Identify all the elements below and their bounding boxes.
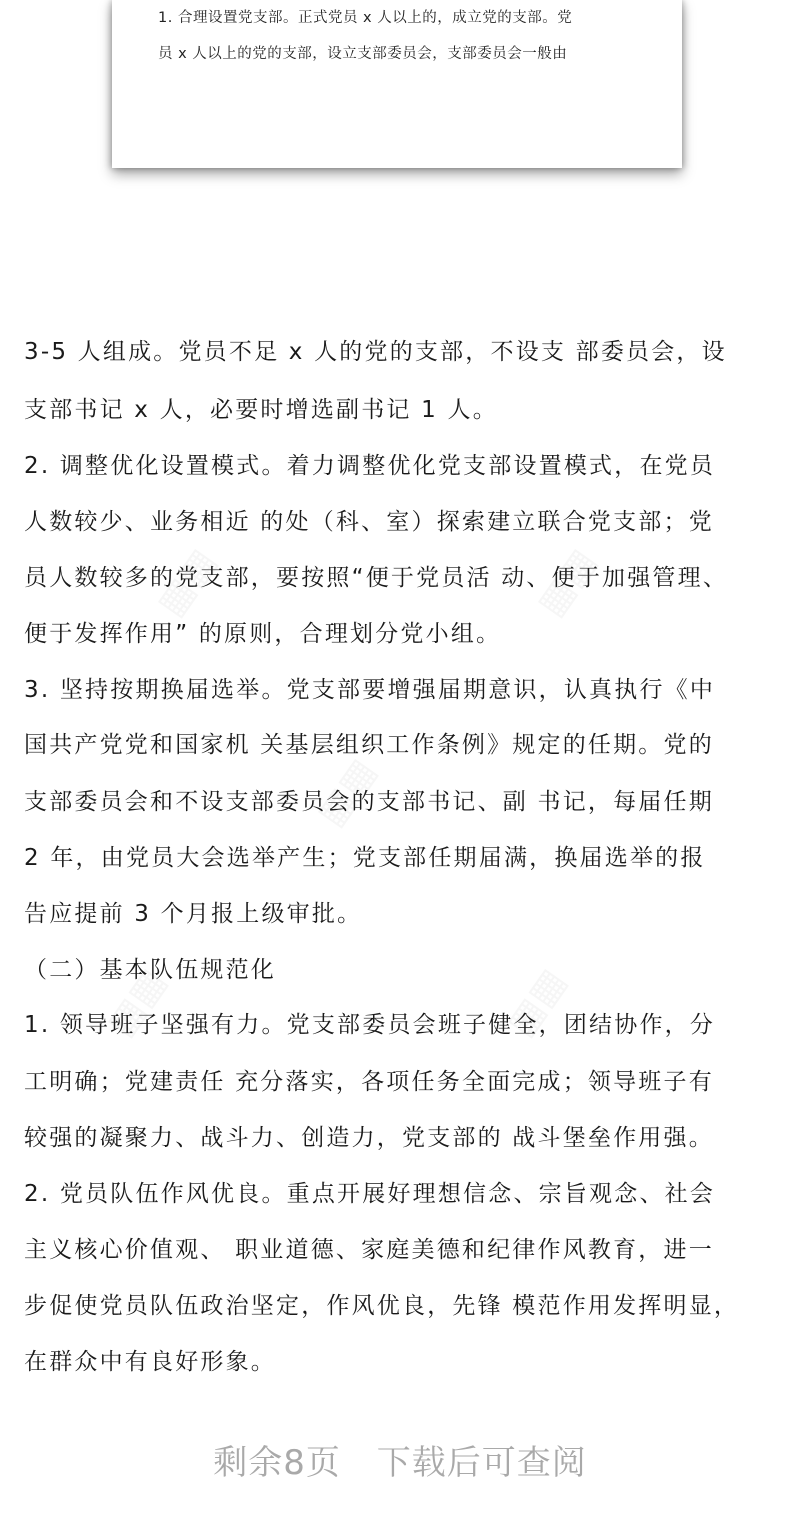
body-line: 较强的凝聚力、战斗力、创造力，党支部的 战斗堡垒作用强。: [24, 1125, 714, 1151]
body-line: 人数较少、业务相近 的处（科、室）探索建立联合党支部；党: [24, 509, 714, 535]
body-line: 步促使党员队伍政治坚定，作风优良，先锋 模范作用发挥明显，: [24, 1293, 740, 1319]
body-line: 2 年，由党员大会选举产生；党支部任期届满，换届选举的报: [24, 845, 706, 871]
download-prompt[interactable]: [0, 1435, 800, 1484]
body-line: 支部书记 x 人，必要时增选副书记 1 人。: [24, 397, 498, 423]
body-line: 1. 领导班子坚强有力。党支部委员会班子健全，团结协作，分: [24, 1012, 716, 1038]
body-line: 2. 调整优化设置模式。着力调整优化党支部设置模式，在党员: [24, 453, 716, 479]
body-line: 3. 坚持按期换届选举。党支部要增强届期意识，认真执行《中: [24, 677, 716, 703]
body-line: 3-5 人组成。党员不足 x 人的党的支部，不设支 部委员会，设: [24, 339, 727, 365]
body-line: 员人数较多的党支部，要按照“便于党员活 动、便于加强管理、: [24, 565, 729, 591]
body-line: 告应提前 3 个月报上级审批。: [24, 901, 363, 927]
download-to-view-link[interactable]: 下载后可查阅: [376, 1443, 587, 1483]
body-line: 2. 党员队伍作风优良。重点开展好理想信念、宗旨观念、社会: [24, 1181, 716, 1207]
body-line: 工明确；党建责任 充分落实，各项任务全面完成；领导班子有: [24, 1069, 714, 1095]
document-preview-card: [112, 0, 682, 168]
section-heading: （二）基本队伍规范化: [24, 957, 276, 983]
body-line: 在群众中有良好形象。: [24, 1349, 276, 1375]
body-line: 国共产党党和国家机 关基层组织工作条例》规定的任期。党的: [24, 732, 714, 758]
remaining-pages-label: 剩余8页: [213, 1443, 341, 1483]
preview-line-2: 员 x 人以上的党的支部，设立支部委员会，支部委员会一般由: [158, 46, 568, 62]
body-line: 便于发挥作用” 的原则，合理划分党小组。: [24, 621, 502, 647]
body-line: 主义核心价值观、 职业道德、家庭美德和纪律作风教育，进一: [24, 1237, 714, 1263]
preview-line-1: 1. 合理设置党支部。正式党员 x 人以上的，成立党的支部。党: [158, 10, 573, 26]
body-line: 支部委员会和不设支部委员会的支部书记、副 书记，每届任期: [24, 789, 714, 815]
